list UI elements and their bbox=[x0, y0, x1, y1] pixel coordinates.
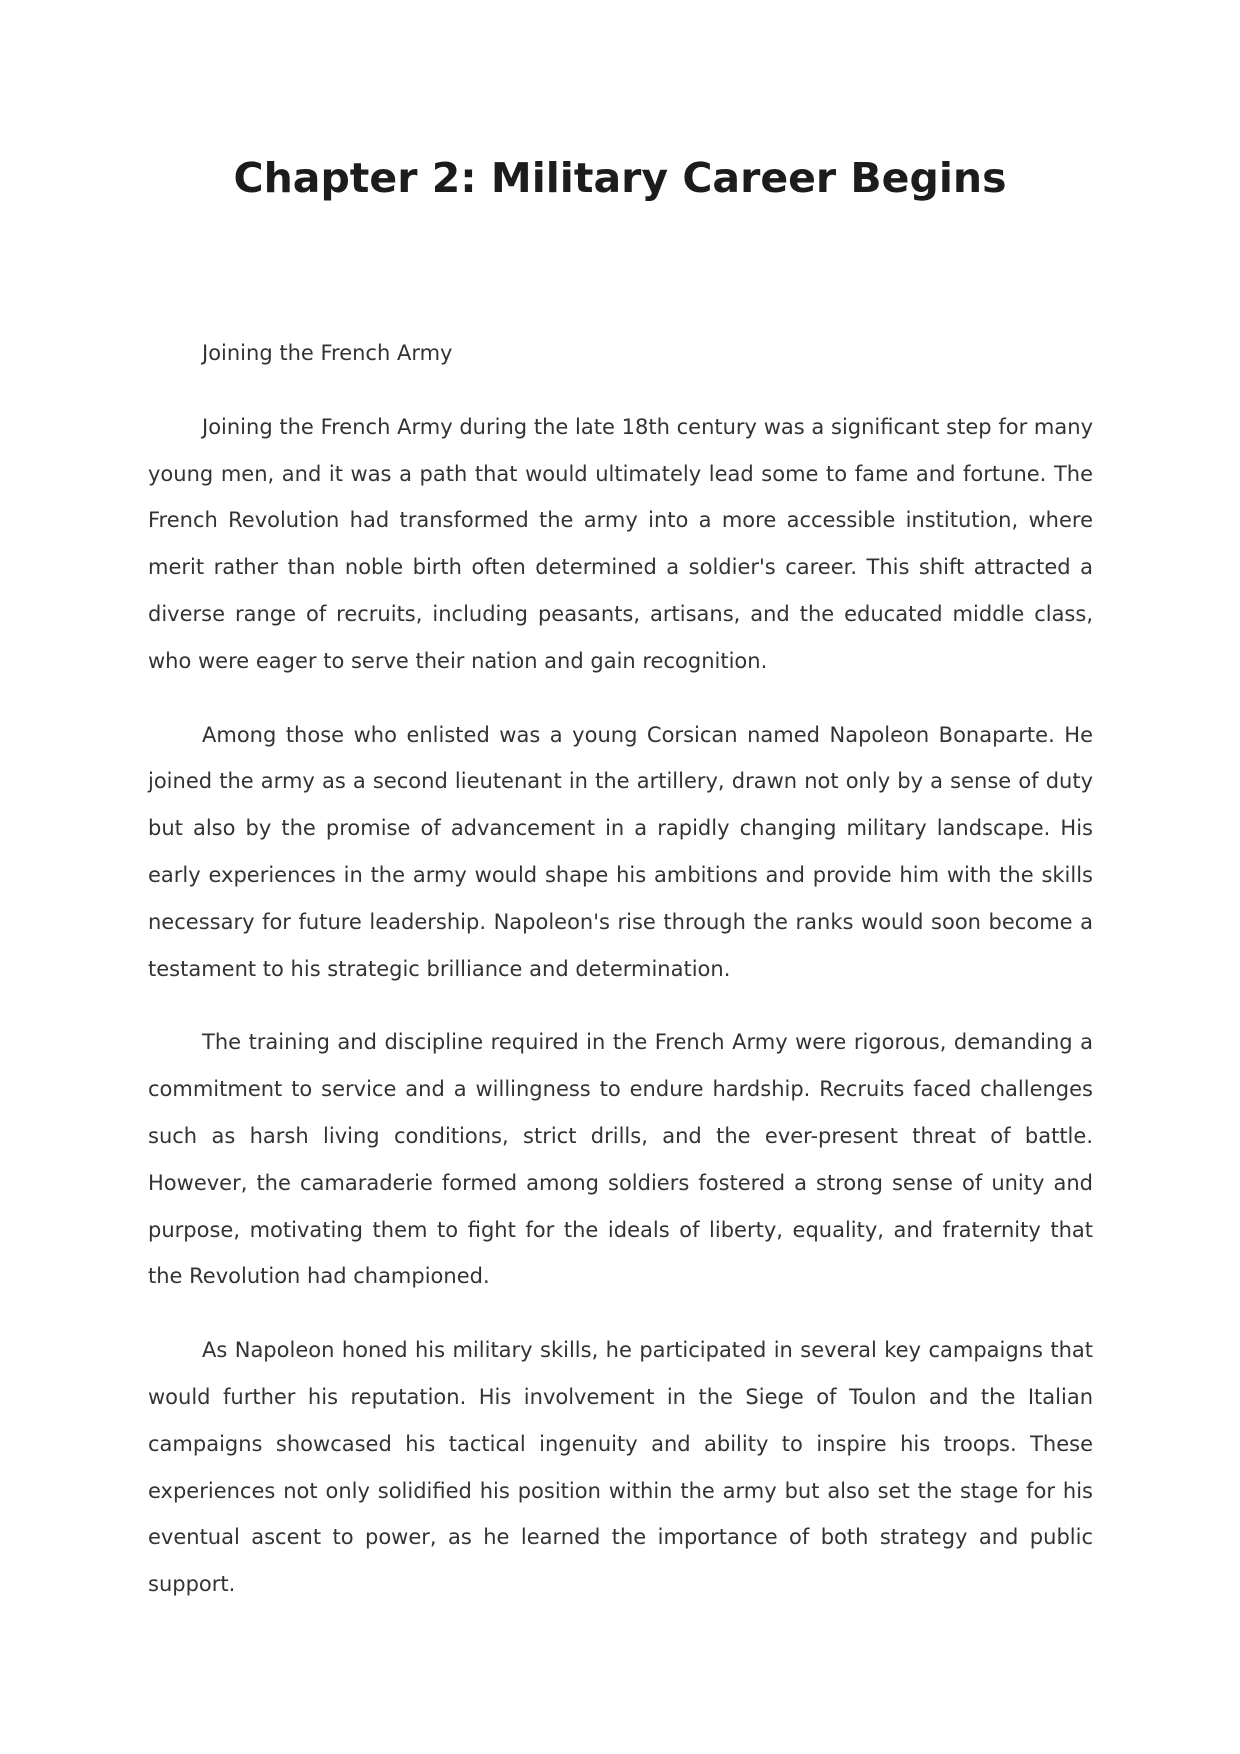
chapter-body bbox=[148, 330, 1093, 1635]
paragraph-1: Joining the French Army during the late 18th century was a significant step for many young men, and it was a path that would ultimately lead some to fame and fortune. The French Revolution had transformed the army into a more accessible institution, where merit rather than noble birth often determined a soldier's career. This shift attracted a diverse range of recruits, including peasants, artisans, and the educated middle class, who were eager to serve their nation and gain recognition. bbox=[148, 414, 1093, 673]
section-heading: Joining the French Army bbox=[202, 341, 453, 365]
chapter-title: Chapter 2: Military Career Begins bbox=[233, 154, 1007, 202]
paragraph-3: The training and discipline required in the French Army were rigorous, demanding a commitment to service and a willingness to endure hardship. Recruits faced challenges such as harsh living conditions, strict drills, and the ever-present threat of battle. However, the camaraderie formed among soldiers fostered a strong sense of unity and purpose, motivating them to fight for the ideals of liberty, equality, and fraternity that the Revolution had championed. bbox=[148, 1030, 1093, 1289]
paragraph-4: As Napoleon honed his military skills, he participated in several key campaigns that would further his reputation. His involvement in the Siege of Toulon and the Italian campaigns showcased his tactical ingenuity and ability to inspire his troops. These experiences not only solidified his position within the army but also set the stage for his eventual ascent to power, as he learned the importance of both strategy and public support. bbox=[148, 1338, 1093, 1597]
paragraph-2: Among those who enlisted was a young Corsican named Napoleon Bonaparte. He joined the army as a second lieutenant in the artillery, drawn not only by a sense of duty but also by the promise of advancement in a rapidly changing military landscape. His early experiences in the army would shape his ambitions and provide him with the skills necessary for future leadership. Napoleon's rise through the ranks would soon become a testament to his strategic brilliance and determination. bbox=[148, 722, 1093, 981]
